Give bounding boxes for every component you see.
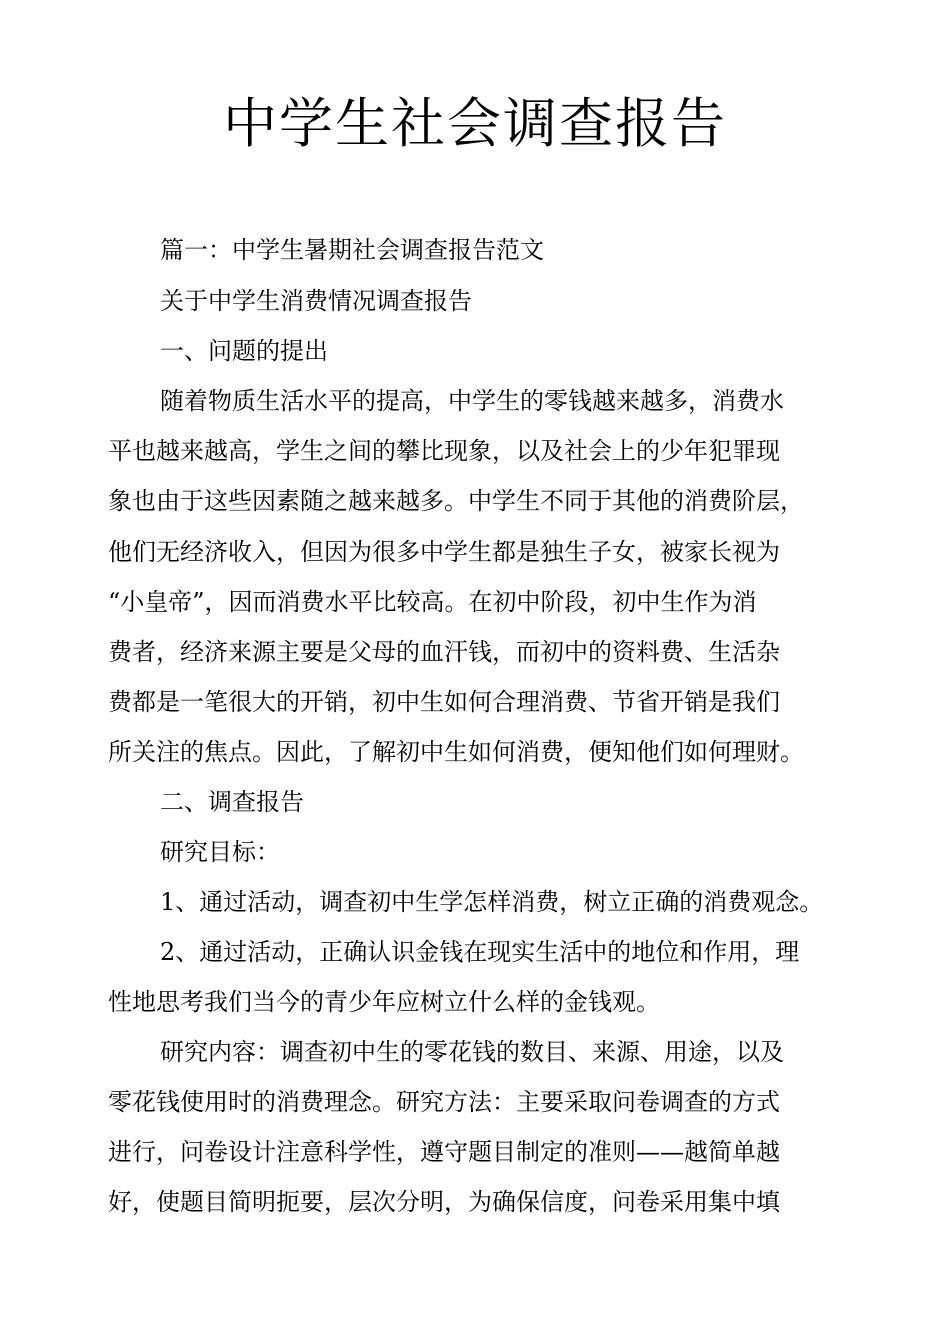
paragraph-line: 零花钱使用时的消费理念。研究方法：主要采取问卷调查的方式 bbox=[108, 1088, 780, 1116]
section-heading: 篇一：中学生暑期社会调查报告范文 bbox=[160, 236, 544, 264]
paragraph-line: 研究内容：调查初中生的零花钱的数目、来源、用途，以及 bbox=[160, 1038, 784, 1066]
paragraph-line: 研究目标： bbox=[160, 838, 280, 866]
paragraph-line: 好，使题目简明扼要，层次分明，为确保信度，问卷采用集中填 bbox=[108, 1188, 780, 1216]
list-item: 1、通过活动，调查初中生学怎样消费，树立正确的消费观念。 bbox=[160, 888, 824, 916]
paragraph-line: 所关注的焦点。因此，了解初中生如何消费，便知他们如何理财。 bbox=[108, 738, 804, 766]
report-subtitle: 关于中学生消费情况调查报告 bbox=[160, 287, 472, 315]
paragraph-line: 平也越来越高，学生之间的攀比现象，以及社会上的少年犯罪现 bbox=[108, 437, 780, 465]
paragraph-line: 性地思考我们当今的青少年应树立什么样的金钱观。 bbox=[108, 988, 660, 1016]
paragraph-line: 费者，经济来源主要是父母的血汗钱，而初中的资料费、生活杂 bbox=[108, 638, 780, 666]
paragraph-line: 随着物质生活水平的提高，中学生的零钱越来越多，消费水 bbox=[160, 387, 784, 415]
paragraph-line: 象也由于这些因素随之越来越多。中学生不同于其他的消费阶层， bbox=[108, 487, 804, 515]
section-heading: 二、调查报告 bbox=[160, 788, 304, 816]
paragraph-line: 费都是一笔很大的开销，初中生如何合理消费、节省开销是我们 bbox=[108, 688, 780, 716]
paragraph-line: “小皇帝”，因而消费水平比较高。在初中阶段，初中生作为消 bbox=[108, 588, 757, 616]
list-item: 2、通过活动，正确认识金钱在现实生活中的地位和作用，理 bbox=[160, 938, 800, 966]
document-title: 中学生社会调查报告 bbox=[223, 92, 727, 155]
section-heading: 一、问题的提出 bbox=[160, 337, 328, 365]
paragraph-line: 进行，问卷设计注意科学性，遵守题目制定的准则——越简单越 bbox=[108, 1138, 780, 1166]
paragraph-line: 他们无经济收入，但因为很多中学生都是独生子女，被家长视为 bbox=[108, 538, 780, 566]
